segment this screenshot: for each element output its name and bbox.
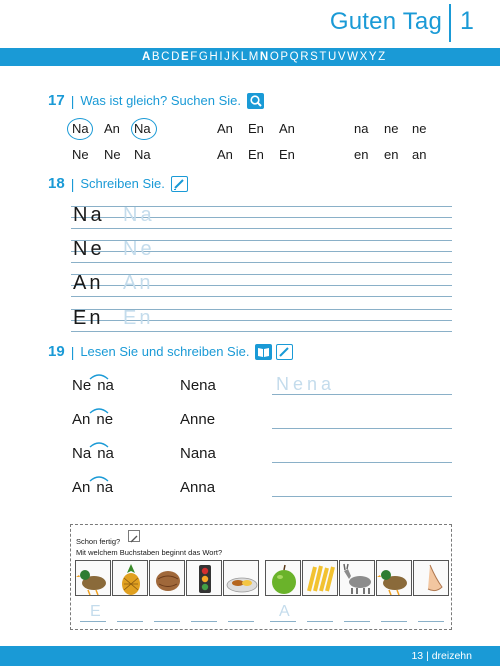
syllable: An bbox=[217, 121, 233, 136]
alphabet-letter: Y bbox=[368, 51, 377, 63]
word: Nana bbox=[180, 445, 216, 462]
syllable: Ne bbox=[72, 377, 92, 394]
answer-letter: A bbox=[279, 603, 290, 620]
writing-line[interactable] bbox=[71, 240, 452, 262]
donkey-picture bbox=[339, 560, 375, 596]
alphabet-letter: B bbox=[151, 51, 160, 63]
syllable: Na bbox=[72, 121, 89, 136]
syllable: ne bbox=[384, 121, 399, 136]
alphabet-strip bbox=[142, 49, 385, 65]
syllable: An bbox=[72, 411, 91, 428]
book-icon bbox=[255, 344, 272, 360]
writing-line[interactable] bbox=[71, 274, 452, 296]
extra-title: Schon fertig? bbox=[76, 537, 121, 546]
syllable: en bbox=[384, 147, 399, 162]
nose-picture bbox=[413, 560, 449, 596]
writing-line[interactable] bbox=[71, 309, 452, 331]
alphabet-letter: Z bbox=[378, 51, 386, 63]
page-number: 13 | dreizehn bbox=[411, 650, 472, 662]
syllable: En bbox=[279, 147, 295, 162]
answer-line[interactable] bbox=[154, 621, 180, 622]
syllable: Na bbox=[134, 147, 151, 162]
page-header bbox=[0, 0, 500, 48]
alphabet-bar bbox=[0, 48, 500, 66]
syllable: en bbox=[354, 147, 369, 162]
exercise-number: 17 bbox=[48, 92, 65, 109]
alphabet-letter: O bbox=[269, 51, 279, 63]
trace-letters: An bbox=[123, 272, 154, 294]
answer-line[interactable] bbox=[228, 621, 254, 622]
syllable: An bbox=[217, 147, 233, 162]
alphabet-letter: D bbox=[171, 51, 180, 63]
pencil-icon bbox=[171, 176, 188, 192]
separator: | bbox=[70, 92, 75, 109]
separator: | bbox=[70, 175, 75, 192]
duck-picture bbox=[75, 560, 111, 596]
food-plate-picture bbox=[223, 560, 259, 596]
fries-picture bbox=[302, 560, 338, 596]
alphabet-letter: W bbox=[347, 51, 359, 63]
answer-line[interactable] bbox=[270, 621, 296, 622]
writing-line[interactable] bbox=[272, 462, 452, 463]
answer-line[interactable] bbox=[191, 621, 217, 622]
exercise-instruction: Schreiben Sie. bbox=[80, 176, 165, 191]
exercise-instruction: Lesen Sie und schreiben Sie. bbox=[80, 344, 250, 359]
alphabet-letter: E bbox=[180, 51, 189, 63]
syllable: ne bbox=[96, 411, 114, 428]
ruling bbox=[71, 262, 452, 263]
writing-line[interactable] bbox=[71, 206, 452, 228]
alphabet-letter: X bbox=[359, 51, 368, 63]
chapter-number: 1 bbox=[460, 7, 474, 35]
syllable: An bbox=[279, 121, 295, 136]
alphabet-letter: L bbox=[240, 51, 248, 63]
writing-line[interactable] bbox=[272, 428, 452, 429]
trace-letters: Ne bbox=[123, 238, 155, 260]
syllable: An bbox=[72, 479, 91, 496]
ruling bbox=[71, 331, 452, 332]
syllable: na bbox=[97, 377, 114, 394]
alphabet-letter: T bbox=[319, 51, 327, 63]
alphabet-letter: K bbox=[231, 51, 240, 63]
alphabet-letter: G bbox=[198, 51, 208, 63]
magnifier-icon bbox=[247, 93, 264, 109]
title-divider bbox=[449, 4, 451, 42]
trace-letters: En bbox=[123, 307, 154, 329]
answer-line[interactable] bbox=[80, 621, 106, 622]
syllable: ne bbox=[412, 121, 427, 136]
alphabet-letter: H bbox=[209, 51, 218, 63]
apple-picture bbox=[265, 560, 301, 596]
word: Anna bbox=[180, 479, 216, 496]
extra-question: Mit welchem Buchstaben beginnt das Wort? bbox=[76, 548, 223, 557]
syllable-arc bbox=[88, 440, 110, 448]
alphabet-letter: J bbox=[224, 51, 230, 63]
answer-line[interactable] bbox=[344, 621, 370, 622]
syllable: Na bbox=[134, 121, 151, 136]
alphabet-letter: U bbox=[327, 51, 337, 63]
model-letters: An bbox=[73, 272, 104, 294]
page-title: Guten Tag bbox=[329, 8, 442, 35]
syllable: na bbox=[97, 445, 114, 462]
alphabet-letter: R bbox=[300, 51, 309, 63]
model-letters: Ne bbox=[73, 238, 105, 260]
pencil-icon bbox=[276, 344, 293, 360]
alphabet-letter: A bbox=[142, 51, 151, 63]
alphabet-letter: V bbox=[337, 51, 346, 63]
model-letters: En bbox=[73, 307, 104, 329]
syllable: Ne bbox=[72, 147, 89, 162]
pencil-icon bbox=[128, 530, 140, 542]
syllable: En bbox=[248, 121, 264, 136]
pineapple-picture bbox=[112, 560, 148, 596]
traffic-light-picture bbox=[186, 560, 222, 596]
trace-word: Nena bbox=[276, 374, 336, 394]
exercise-19-header bbox=[48, 343, 293, 360]
page-footer bbox=[0, 646, 500, 666]
writing-line[interactable] bbox=[272, 496, 452, 497]
answer-line[interactable] bbox=[418, 621, 444, 622]
syllable-arc bbox=[88, 474, 110, 482]
answer-line[interactable] bbox=[381, 621, 407, 622]
exercise-number: 18 bbox=[48, 175, 65, 192]
ruling bbox=[71, 228, 452, 229]
alphabet-letter: N bbox=[259, 51, 269, 63]
alphabet-letter: Q bbox=[289, 51, 299, 63]
answer-line[interactable] bbox=[117, 621, 143, 622]
alphabet-letter: P bbox=[280, 51, 289, 63]
circle-mark bbox=[67, 118, 93, 140]
circle-mark bbox=[131, 118, 157, 140]
exercise-17-header bbox=[48, 92, 264, 109]
exercise-18-header bbox=[48, 175, 188, 192]
syllable-arc bbox=[88, 406, 110, 414]
syllable: an bbox=[412, 147, 427, 162]
syllable-arc bbox=[88, 372, 110, 380]
syllable: Ne bbox=[104, 147, 121, 162]
alphabet-letter: I bbox=[219, 51, 223, 63]
alphabet-letter: S bbox=[310, 51, 318, 63]
ruling bbox=[71, 296, 452, 297]
alphabet-letter: C bbox=[161, 51, 170, 63]
syllable: Na bbox=[72, 445, 92, 462]
alphabet-letter: F bbox=[190, 51, 198, 63]
syllable: An bbox=[104, 121, 120, 136]
nut-picture bbox=[149, 560, 185, 596]
alphabet-letter: M bbox=[248, 51, 259, 63]
model-letters: Na bbox=[73, 204, 105, 226]
answer-line[interactable] bbox=[307, 621, 333, 622]
answer-letter: E bbox=[90, 603, 101, 620]
separator: | bbox=[70, 343, 75, 360]
trace-letters: Na bbox=[123, 204, 155, 226]
syllable: En bbox=[248, 147, 264, 162]
exercise-number: 19 bbox=[48, 343, 65, 360]
syllable: na bbox=[354, 121, 369, 136]
exercise-instruction: Was ist gleich? Suchen Sie. bbox=[80, 93, 241, 108]
word: Anne bbox=[180, 411, 216, 428]
word: Nena bbox=[180, 377, 216, 394]
duck-picture bbox=[376, 560, 412, 596]
syllable: na bbox=[96, 479, 114, 496]
